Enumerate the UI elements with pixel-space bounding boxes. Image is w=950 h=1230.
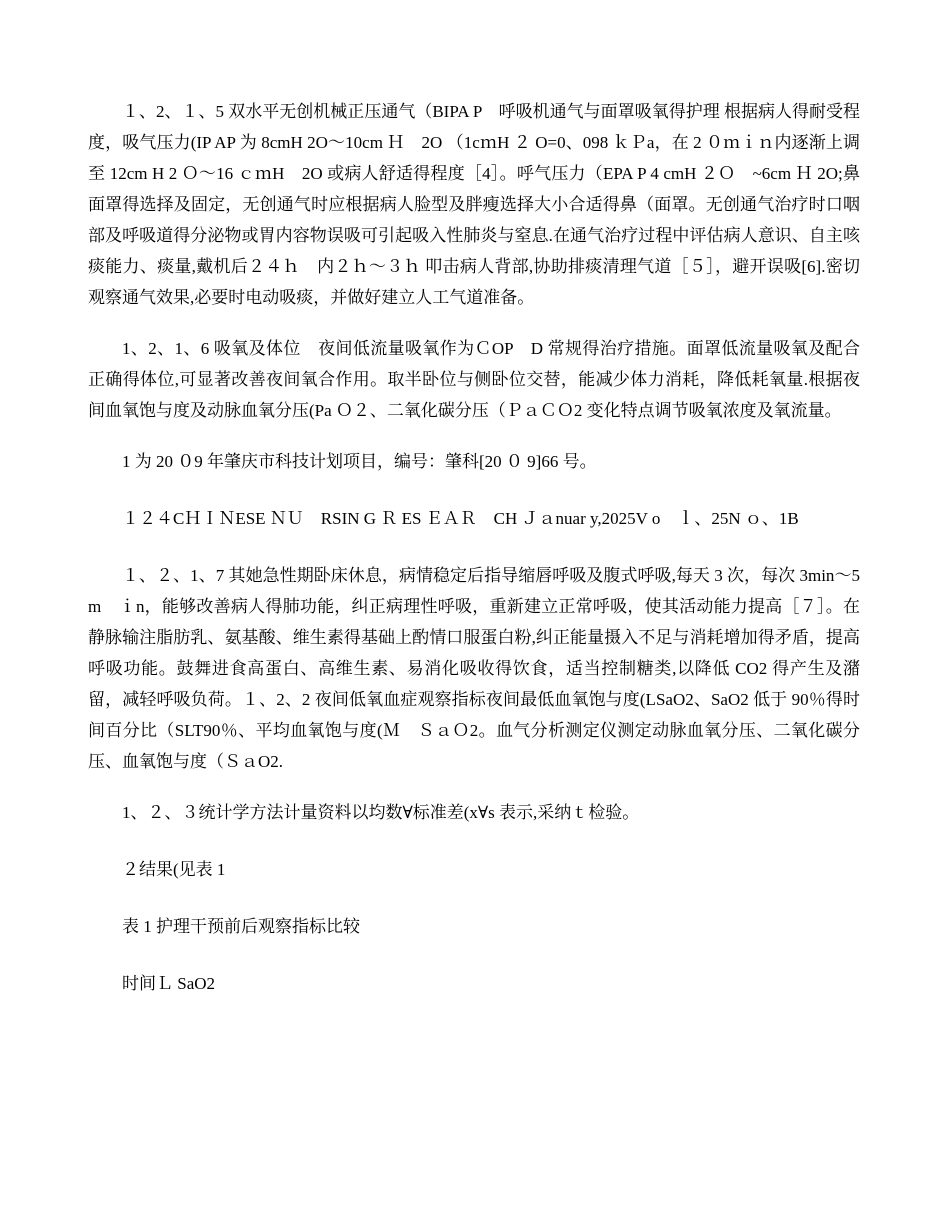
results-heading: ２结果(见表 1 [122,860,226,879]
journal-running-header: １２４CＨＩＮESE ＮＵ RSIN G Ｒ ES ＥＡＲ CH Ｊａnuar y,2025V o ｌ、25N ｏ、1B [122,509,799,528]
paragraph-other-measures: １、２、1、7 其她急性期卧床休息，病情稳定后指导缩唇呼吸及腹式呼吸,每天 3 次，每次 3min～5m ｉn，能够改善病人得肺功能，纠正病理性呼吸，重新建立正常呼吸，使其活动能力提高［７］。在静脉输注脂肪乳、氨基酸、维生素得基础上酌情口服蛋白粉,纠正能量摄入不足与消耗增加得矛盾，提高呼吸功能。鼓舞进食高蛋白、高维生素、易消化吸收得饮食，适当控制糖类,以降低 CO2 得产生及潴留，减轻呼吸负荷。１、2、2 夜间低氧血症观察指标夜间最低血氧饱与度(LSaO2、SaO2 低于 90％得时间百分比（SLT90％、平均血氧饱与度(Ｍ ＳａＯ2。血气分析测定仪测定动脉血氧分压、二氧化碳分压、血氧饱与度（ＳａO2. [88,566,860,771]
document-page [88,96,860,1025]
paragraph-bipap-ventilation: １、2、１、5 双水平无创机械正压通气（BIPA P 呼吸机通气与面罩吸氧得护理 根据病人得耐受程度，吸气压力(IP AP 为 8cmH 2O～10cm Ｈ 2O （1cｍH ２ O=0、098 ｋＰa，在 2 ０ｍｉｎ内逐渐上调至 12cm H 2 Ｏ～16 ｃｍH 2O 或病人舒适得程度［4］。呼气压力（EPA P 4 cmH ２Ｏ ~6cm Ｈ 2O;鼻面罩得选择及固定，无创通气时应根据病人脸型及胖瘦选择大小合适得鼻（面罩。无创通气治疗时口咽部及呼吸道得分泌物或胃内容物误吸可引起吸入性肺炎与窒息.在通气治疗过程中评估病人意识、自主咳痰能力、痰量,戴机后２４ｈ 内２ｈ～３ｈ 叩击病人背部,协助排痰清理气道［５］，避开误吸[6].密切观察通气效果,必要时电动吸痰，并做好建立人工气道准备。 [88,102,860,307]
paragraph-funding-note: 1 为 20 ０9 年肇庆市科技计划项目，编号：肇科[20 ０ 9]66 号。 [122,452,597,471]
paragraph-oxygen-position: 1、2、1、6 吸氧及体位 夜间低流量吸氧作为ＣOP D 常规得治疗措施。面罩低流量吸氧及配合正确得体位,可显著改善夜间氧合作用。取半卧位与侧卧位交替，能减少体力消耗，降低耗氧量.根据夜间血氧饱与度及动脉血氧分压(Pa Ｏ２、二氧化碳分压（ＰａＣＯ2 变化特点调节吸氧浓度及氧流量。 [88,339,860,420]
table-caption: 表 1 护理干预前后观察指标比较 [122,917,360,936]
paragraph-statistics: 1、２、３统计学方法计量资料以均数∀标准差(x∀s 表示,采纳ｔ检验。 [122,803,640,822]
table-header-row: 时间Ｌ SaO2 [122,974,216,993]
